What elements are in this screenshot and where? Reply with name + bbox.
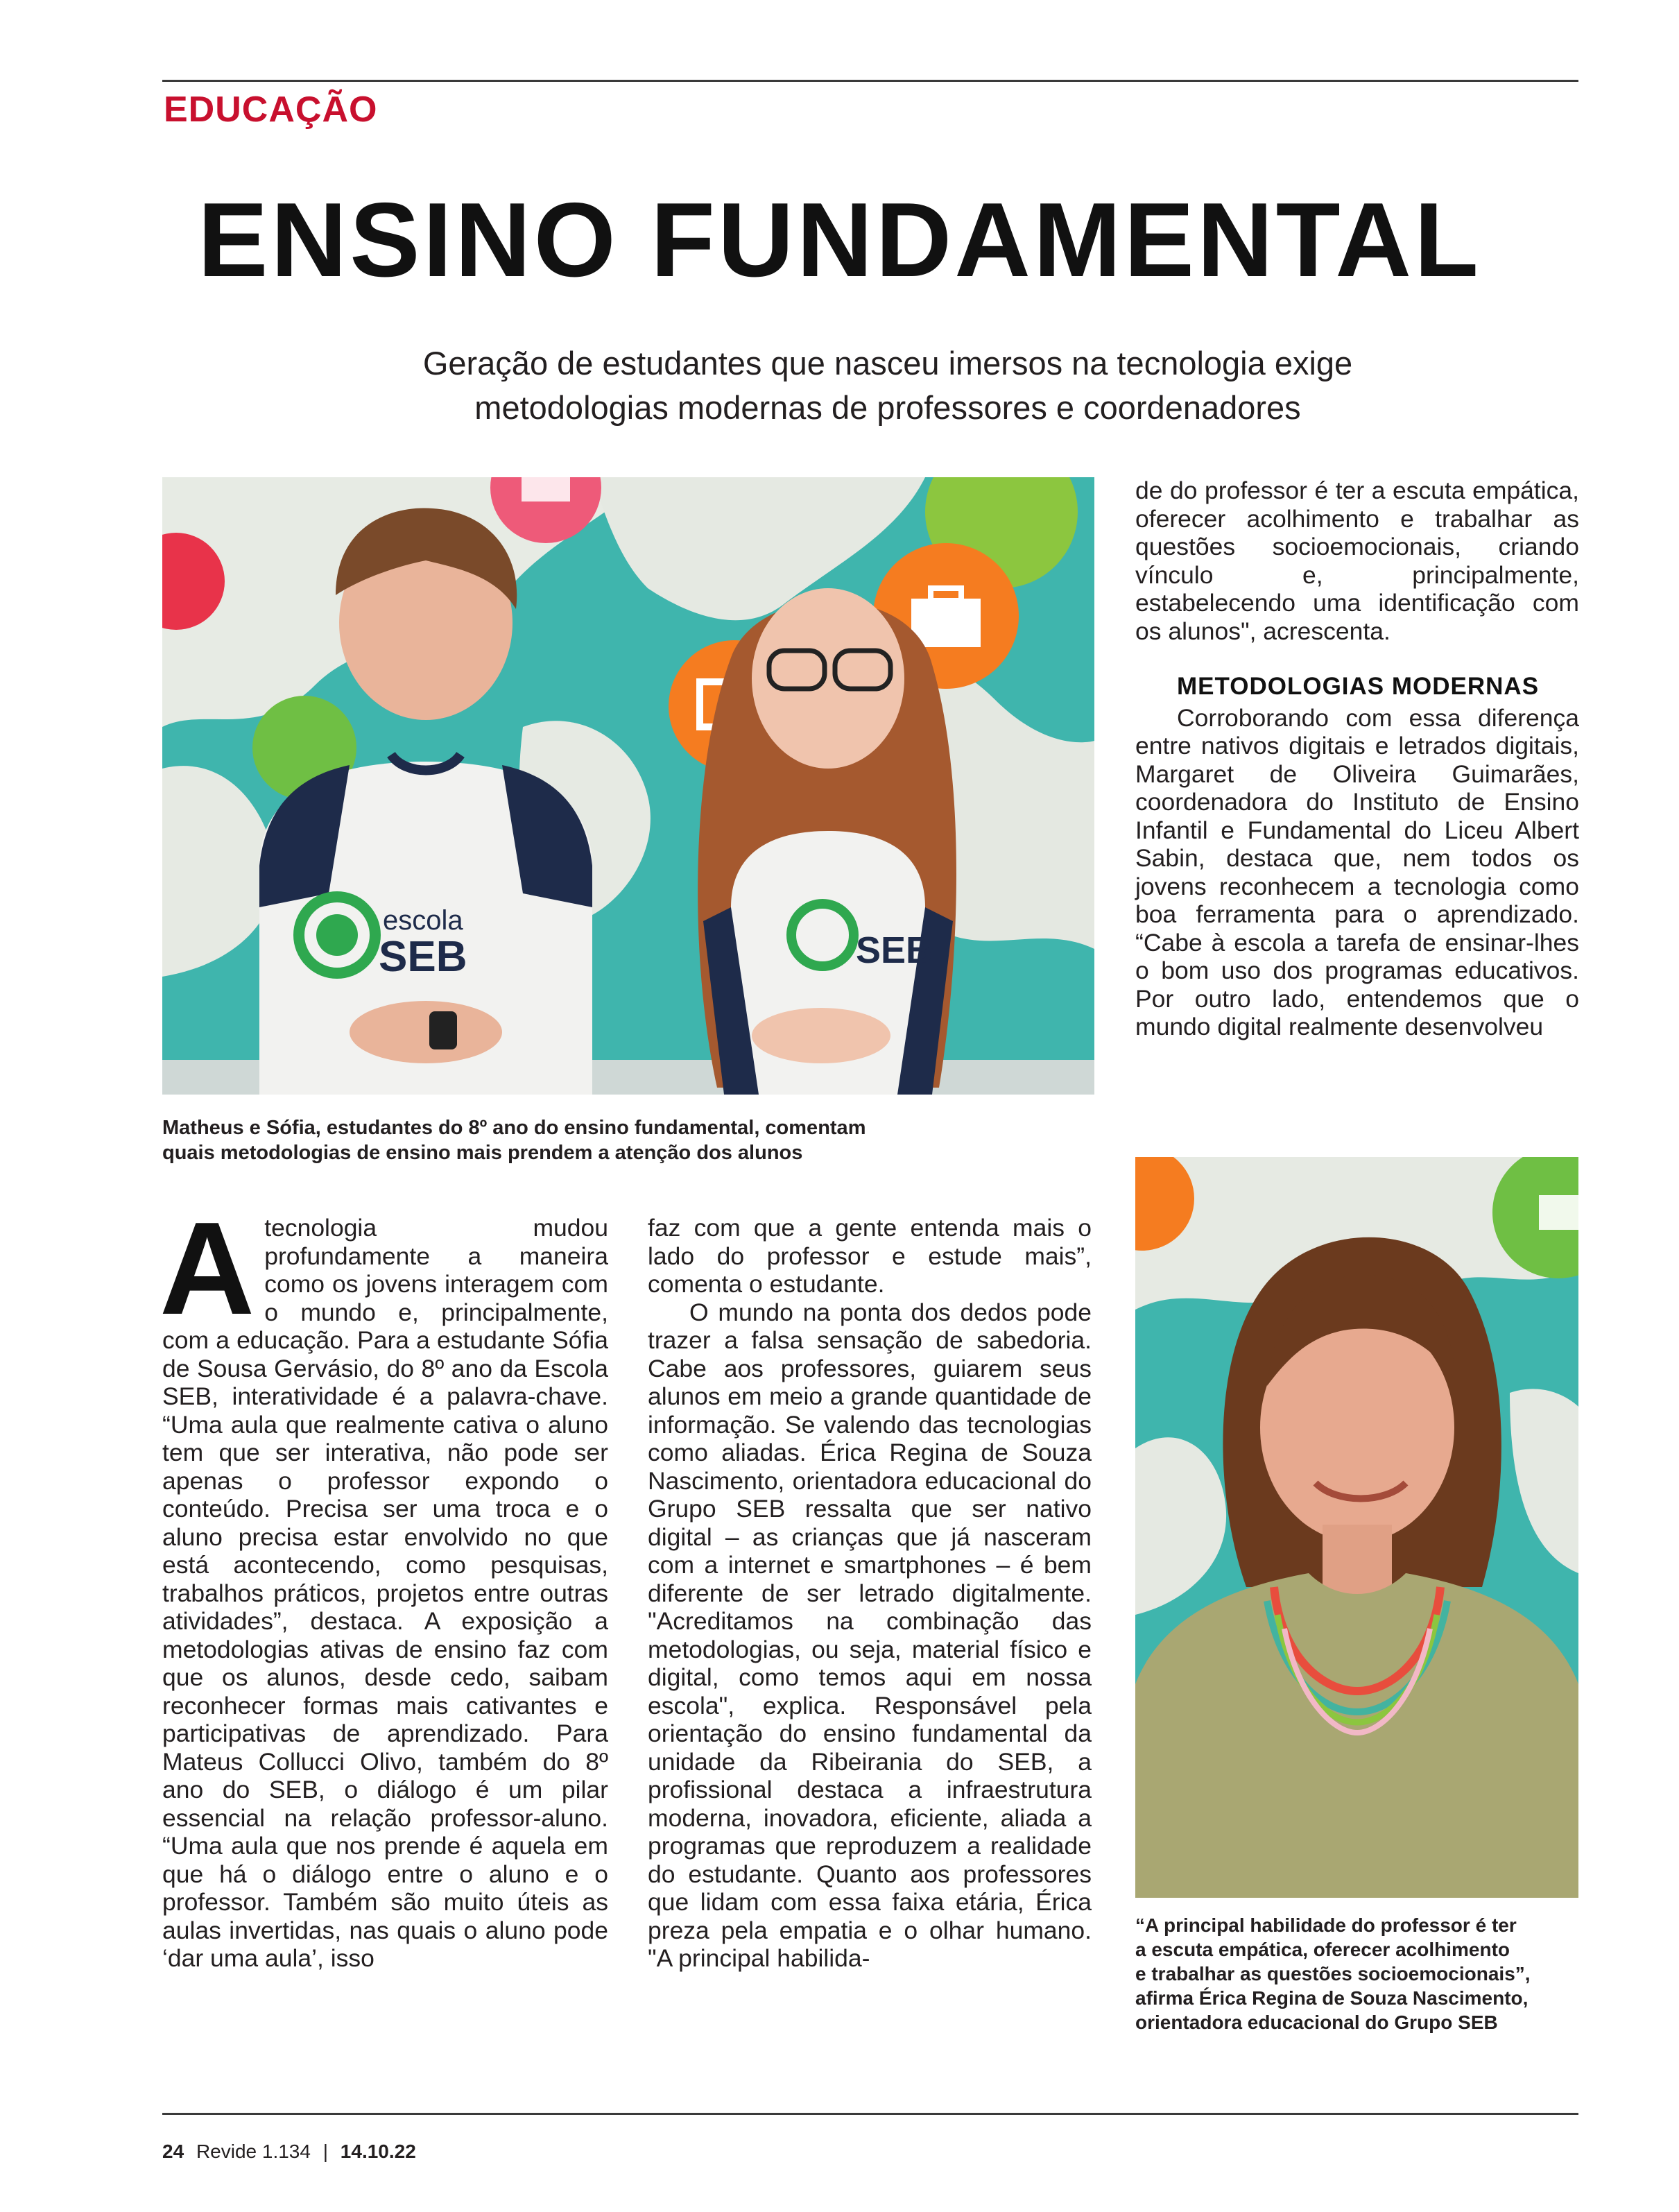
students-photo-caption: [162, 1115, 1099, 1165]
article-column-2: [648, 1214, 1092, 1973]
headline: ENSINO FUNDAMENTAL: [198, 181, 1481, 299]
column-3-paragraph-1: de do professor é ter a escuta empática, oferecer acolhimento e trabalhar as questões socioemocionais, criando vínculo e, principalmente, estabelecendo uma identificação com os alunos", acrescenta.: [1135, 477, 1579, 645]
subtitle: [291, 341, 1484, 430]
column-1-paragraph: [160, 1195, 608, 1973]
students-caption-line-1: Matheus e Sófia, estudantes do 8º ano do ensino fundamental, comentam: [162, 1117, 866, 1139]
students-photo-illustration: [162, 477, 1094, 1095]
bottom-rule: [162, 2113, 1578, 2115]
boy-shirt-text-bottom: SEB: [379, 933, 467, 981]
subtitle-line-1: Geração de estudantes que nasceu imersos na tecnologia exige: [422, 345, 1353, 381]
educator-portrait-illustration: [1135, 1157, 1578, 1898]
column-2-paragraph-2: O mundo na ponta dos dedos pode trazer a falsa sensação de sabedoria. Cabe aos professores, guiarem seus alunos em meio a grande quantidade de informação. Se valendo das tecnologias como aliadas. Érica Regina de Souza Nascimento, orientadora educacional do Grupo SEB ressalta que ser nativo digital – as crianças que já nasceram com a internet e smartphones – é bem diferente de ser letrado digitalmente. "Acreditamos na combinação das metodologias, ou seja, material físico e digital, como temos aqui em nossa escola", explica. Responsável pela orientação do ensino fundamental da unidade da Ribeirania do SEB, a profissional destaca a infraestrutura moderna, inovadora, eficiente, aliada a programas que reproduzem a realidade do estudante. Quanto aos professores que lidam com essa faixa etária, Érica preza pela empatia e o olhar humano. "A principal habilida-: [648, 1298, 1092, 1972]
educator-caption-line-5: orientadora educacional do Grupo SEB: [1135, 2012, 1498, 2033]
educator-caption-line-4: afirma Érica Regina de Souza Nascimento,: [1135, 1987, 1529, 2009]
educator-caption-line-1: “A principal habilidade do professor é ter: [1135, 1914, 1517, 1936]
educator-caption-line-3: e trabalhar as questões socioemocionais”,: [1135, 1963, 1531, 1984]
subtitle-line-2: metodologias modernas de professores e coordenadores: [474, 389, 1301, 426]
column-3-paragraph-2: Corroborando com essa diferença entre nativos digitais e letrados digitais, Margaret de Oliveira Guimarães, coordenadora do Instituto de Ensino Infantil e Fundamental do Liceu Albert Sabin, destaca que, nem todos os jovens reconhecem a tecnologia como boa ferramenta para o aprendizado. “Cabe à escola a tarefa de ensinar-lhes o bom uso dos programas educativos. Por outro lado, entendemos que o mundo digital realmente desenvolveu: [1135, 703, 1579, 1040]
boy-shirt-text-top: escola: [383, 905, 463, 936]
svg-text:SEB: SEB: [856, 929, 933, 971]
educator-caption-line-2: a escuta empática, oferecer acolhimento: [1135, 1939, 1510, 1960]
students-photo: [162, 477, 1094, 1095]
column-1-text: tecnologia mudou profundamente a maneira como os jovens interagem com o mundo e, principalmente, com a educação. Para a estudante Sófia de Sousa Gervásio, do 8º ano da Escola SEB, interatividade é a palavra-chave. “Uma aula que realmente cativa o aluno tem que ser interativa, não pode ser apenas o professor expondo o conteúdo. Precisa ser uma troca e o aluno precisa estar envolvido no que está acontecendo, como pesquisas, trabalhos práticos, projetos entre outras atividades”, destaca. A exposição a metodologias ativas de ensino faz com que os alunos, desde cedo, saibam reconhecer formas mais cativantes e participativas de aprendizado. Para Mateus Collucci Olivo, também do 8º ano do SEB, o diálogo é um pilar essencial na relação professor-aluno. “Uma aula que nos prende é aquela em que há o diálogo entre o aluno e o professor. Também são muito úteis as aulas invertidas, nas quais o aluno pode ‘dar uma aula’, isso: [162, 1214, 608, 1972]
page-number: 24: [162, 2141, 184, 2162]
top-rule: [162, 80, 1578, 82]
issue-date: 14.10.22: [340, 2141, 416, 2162]
column-2-paragraph-1: faz com que a gente entenda mais o lado do professor e estude mais”, comenta o estudante.: [648, 1214, 1092, 1298]
article-column-3: [1135, 477, 1579, 1041]
subheading-metodologias: METODOLOGIAS MODERNAS: [1177, 673, 1540, 700]
educator-portrait-photo: [1135, 1157, 1578, 1898]
page-footer: [162, 2141, 416, 2163]
drop-cap: A: [160, 1195, 255, 1342]
footer-separator: |: [322, 2141, 329, 2162]
section-label: EDUCAÇÃO: [164, 89, 378, 130]
article-column-1: [160, 1195, 608, 1973]
magazine-issue: Revide 1.134: [196, 2141, 311, 2162]
educator-photo-caption: [1135, 1913, 1586, 2034]
students-caption-line-2: quais metodologias de ensino mais prendem a atenção dos alunos: [162, 1142, 803, 1164]
